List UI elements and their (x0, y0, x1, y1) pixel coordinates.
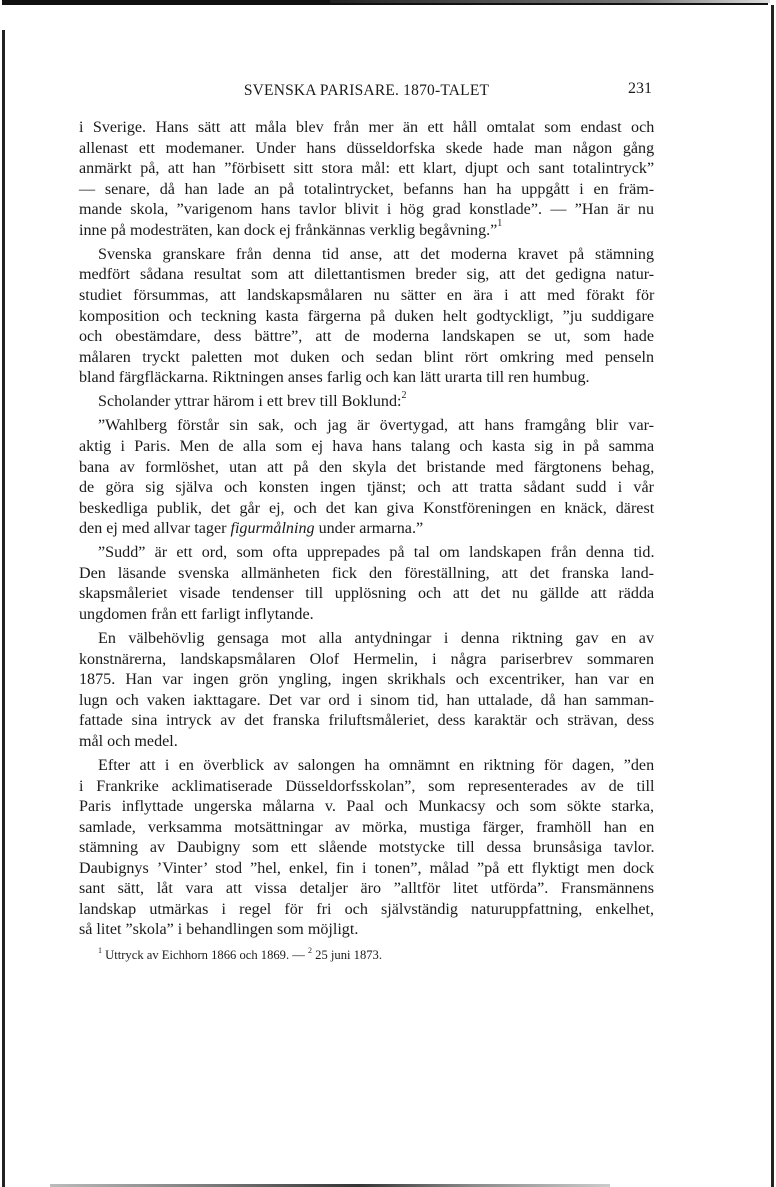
line-text: i Sverige. Hans sätt att måla blev från mer än ett håll omtalat som endast och (79, 119, 655, 136)
text-line (79, 879, 654, 900)
footnote-text-1: Uttryck av Eichhorn 1866 och 1869. — (102, 947, 309, 962)
text-line (79, 777, 654, 798)
line-text: under armarna.” (314, 520, 424, 538)
line-text: 1875. Han var ingen grön yngling, ingen skrikhals och excentriker, han var en (79, 671, 655, 689)
book-page (79, 76, 654, 963)
text-line (79, 711, 654, 732)
line-text: mande skola, ”varigenom hans tavlor blivit i hög grad konstlade”. — ”Han är nu (79, 201, 654, 219)
text-line (79, 691, 654, 712)
text-line (79, 327, 654, 348)
line-text: anmärkt på, att han ”förbisett sitt stora mål: ett klart, djupt och sant totalintryck” (79, 160, 655, 178)
line-text: Den läsande svenska allmänheten fick den föreställning, att det franska land- (79, 564, 654, 582)
text-line (79, 519, 654, 540)
scan-border-left (2, 30, 5, 1187)
emphasized-text: figurmålning (230, 520, 315, 538)
line-text: En välbehövlig gensaga mot alla antydningar i denna riktning gav en av (98, 630, 654, 648)
text-line (79, 543, 654, 564)
line-text: ”Sudd” är ett ord, som ofta upprepades på tal om landskapen från denna tid. (98, 544, 655, 562)
line-text: målaren tryckt paletten mot duken och sedan blint rört omkring med penseln (79, 348, 654, 366)
text-line (79, 159, 654, 180)
text-line (79, 389, 654, 413)
text-line (79, 245, 654, 266)
text-line (79, 564, 654, 585)
paragraph (79, 629, 654, 752)
line-text: Paris inflyttade ungerska målarna v. Paal och Munkacsy och som sökte starka, (79, 798, 654, 816)
footnote-reference[interactable]: 2 (401, 389, 407, 401)
line-text: allenast ett modemaner. Under hans düsseldorfska skede hade man någon gång (79, 139, 655, 157)
footnote-reference[interactable]: 1 (497, 218, 503, 230)
line-text: Daubignys ’Vinter’ stod ”hel, enkel, fin i tonen”, målad ”på ett flyktigt men dock (79, 859, 655, 877)
line-text: — senare, då han lade an på totalintrycket, befanns han ha uppgått i en främ- (79, 180, 655, 198)
text-line (79, 670, 654, 691)
text-line (79, 756, 654, 777)
line-text: bland färgfläckarna. Riktningen anses farlig och kan lätt urarta till ren humbug. (79, 369, 590, 387)
text-line (79, 200, 654, 221)
line-text: studiet försummas, att landskapsmålaren nu sätter en ära i att med förakt för (79, 286, 655, 304)
text-line (79, 139, 654, 160)
text-line (79, 732, 654, 753)
scan-border-right (771, 5, 774, 1187)
paragraph (79, 389, 654, 413)
line-text: den ej med allvar tager (79, 520, 231, 538)
line-text: och obestämdare, dess bättre”, att de moderna landskapen se ut, som hade (79, 328, 654, 346)
paragraph (79, 118, 654, 241)
footnote-marker-2: 2 (308, 945, 313, 955)
running-title: SVENSKA PARISARE. 1870-TALET (243, 82, 490, 99)
line-text: medfört sådana resultat som att dilettantismen breder sig, att det gedigna natur- (79, 266, 655, 284)
line-text: komposition och teckning kasta färgerna på duken helt godtyckligt, ”ju suddigare (79, 307, 654, 325)
text-line (79, 348, 654, 369)
line-text: bana av formlöshet, utan att på den skyla det bristande med färgtonens behag, (79, 458, 655, 476)
line-text: ungdomen från ett farligt inflytande. (79, 605, 314, 623)
text-line (79, 838, 654, 859)
line-text: så litet ”skola” i behandlingen som möjligt. (79, 921, 359, 939)
line-text: sant sätt, låt vara att vissa detaljer äro ”alltför litet utförda”. Fransmännens (79, 880, 654, 898)
line-text: de göra sig själva och konsten ingen tjänst; och att tratta sådant sudd i vår (79, 479, 654, 497)
text-line (79, 180, 654, 201)
page-number: 231 (628, 80, 652, 97)
line-text: Scholander yttrar härom i ett brev till Boklund: (98, 393, 402, 411)
line-text: lugn och vaken iakttagare. Det var ord i sinom tid, han uttalade, då han samman- (79, 691, 654, 709)
text-line (79, 286, 654, 307)
body-text (79, 118, 654, 941)
paragraph (79, 245, 654, 389)
text-line (79, 458, 654, 479)
text-line (79, 437, 654, 458)
line-text: stämning av Daubigny som ett slående motstycke till dessa brunsåsiga tavlor. (79, 839, 655, 857)
running-head (79, 76, 654, 106)
line-text: landskap utmärkas i regel för fri och självständig naturuppfattning, enkelhet, (79, 900, 654, 918)
text-line (79, 368, 654, 389)
text-line (79, 499, 654, 520)
text-line (79, 605, 654, 626)
line-text: konstnärerna, landskapsmålaren Olof Hermelin, i några pariserbrev sommaren (79, 650, 654, 668)
text-line (79, 900, 654, 921)
line-text: beskedliga publik, det går ej, och det kan giva Konstföreningen en knäck, därest (79, 499, 655, 517)
line-text: fattade sina intryck av det franska friluftsmåleriet, dess karaktär och strävan, dess (79, 712, 655, 730)
line-text: skapsmåleriet visade tendenser till upplösning och att det nu gällde att rädda (79, 585, 655, 603)
text-line (79, 797, 654, 818)
paragraph (79, 416, 654, 539)
paragraph (79, 543, 654, 625)
text-line (79, 265, 654, 286)
text-line (79, 650, 654, 671)
scan-border-top-fade (330, 0, 770, 3)
text-line (79, 218, 654, 242)
footnotes (79, 947, 654, 963)
text-line (79, 629, 654, 650)
line-text: i Frankrike acklimatiserade Düsseldorfsskolan”, som representerades av de till (79, 777, 655, 795)
footnote-text-2: 25 juni 1873. (312, 947, 382, 962)
line-text: inne på modesträten, kan dock ej frånkännas verklig begåvning.” (79, 221, 498, 239)
text-line (79, 818, 654, 839)
text-line (79, 859, 654, 880)
line-text: Efter att i en överblick av salongen ha omnämnt en riktning för dagen, ”den (98, 756, 655, 774)
text-line (79, 118, 654, 139)
footnote-marker-1: 1 (98, 945, 102, 955)
line-text: mål och medel. (79, 732, 178, 750)
line-text: samlade, verksamma motsättningar av mörka, mustiga färger, framhöll han en (79, 818, 655, 836)
text-line (79, 920, 654, 941)
line-text: ”Wahlberg förstår sin sak, och jag är övertygad, att hans framgång blir var- (98, 417, 654, 435)
line-text: aktig i Paris. Men de alla som ej hava hans talang och kasta sig in på samma (79, 437, 655, 455)
line-text: Svenska granskare från denna tid anse, att det moderna kravet på stämning (98, 245, 654, 263)
text-line (79, 584, 654, 605)
text-line (79, 307, 654, 328)
text-line (79, 416, 654, 437)
paragraph (79, 756, 654, 941)
text-line (79, 478, 654, 499)
